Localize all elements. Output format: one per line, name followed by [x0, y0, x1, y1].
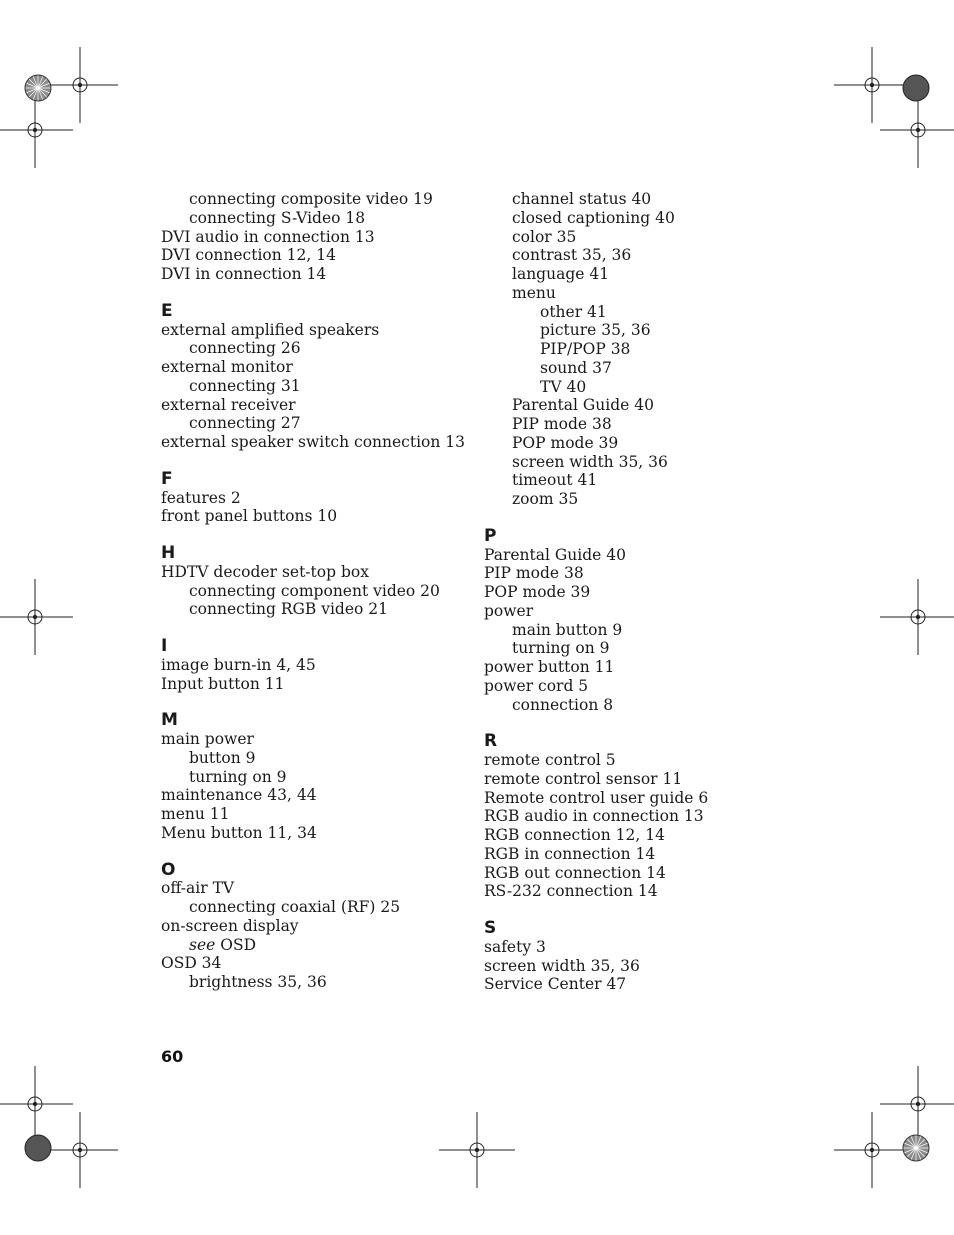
section-letter: R — [484, 731, 498, 752]
index-subentry: menu — [512, 283, 556, 302]
index-section-m — [161, 711, 461, 842]
index-entry: remote control 5 — [484, 751, 616, 769]
crosshair-circle-icon — [0, 579, 73, 655]
index-entry: Service Center 47 — [484, 975, 627, 994]
page-number: 60 — [161, 1047, 184, 1066]
index-entry: DVI connection 12, 14 — [161, 246, 336, 265]
index-subentry: language 41 — [512, 265, 610, 283]
index-entry: external speaker switch connection 13 — [161, 433, 466, 451]
index-section-e — [161, 300, 466, 452]
index-subentry: zoom 35 — [512, 490, 579, 508]
index-subentry: contrast 35, 36 — [512, 246, 632, 265]
index-section-p — [484, 527, 784, 715]
index-section-s — [484, 919, 784, 994]
crosshair-circle-icon — [880, 579, 954, 655]
index-subentry: see OSD — [189, 935, 256, 954]
index-subentry: turning on 9 — [189, 767, 287, 786]
index-entry: power button 11 — [484, 658, 615, 676]
index-entry: off-air TV — [161, 879, 235, 898]
section-letter: I — [161, 636, 168, 656]
index-subentry: connection 8 — [512, 695, 614, 714]
index-entry: RGB in connection 14 — [484, 844, 656, 863]
section-letter: E — [161, 300, 173, 321]
index-subentry: color 35 — [512, 227, 577, 246]
index-subentry: picture 35, 36 — [540, 321, 651, 340]
index-subentry: Parental Guide 40 — [512, 396, 654, 415]
index-entry: on-screen display — [161, 916, 299, 935]
index-subentry: connecting 27 — [189, 414, 301, 433]
section-letter: S — [484, 918, 497, 938]
index-section-r — [484, 732, 784, 901]
index-entry: DVI in connection 14 — [161, 265, 327, 283]
crosshair-circle-icon — [834, 47, 910, 123]
radial-target-icon — [903, 1135, 929, 1161]
index-entry: Menu button 11, 34 — [161, 823, 317, 842]
index-entry: features 2 — [161, 488, 241, 507]
index-entry: power — [484, 601, 534, 620]
index-entry: Parental Guide 40 — [484, 545, 626, 564]
gray-disc-icon — [903, 75, 929, 101]
index-subentry: connecting S-Video 18 — [189, 208, 366, 227]
index-subentry: PIP/POP 38 — [540, 340, 631, 358]
index-entry: RGB connection 12, 14 — [484, 826, 665, 844]
crosshair-circle-icon — [42, 1112, 118, 1188]
index-subentry: connecting 26 — [189, 339, 301, 358]
index-entry: front panel buttons 10 — [161, 507, 338, 526]
index-subentry: TV 40 — [540, 377, 587, 396]
index-entry: OSD 34 — [161, 954, 222, 973]
index-entry: menu 11 — [161, 805, 230, 823]
index-subentry: main button 9 — [512, 620, 623, 639]
index-subentry: screen width 35, 36 — [512, 452, 668, 471]
index-section-i — [161, 637, 461, 693]
section-letter: M — [161, 710, 178, 731]
section-letter: P — [484, 525, 497, 546]
index-subentry: turning on 9 — [512, 639, 610, 658]
index-subentry: PIP mode 38 — [512, 415, 612, 433]
index-subentry: connecting component video 20 — [189, 581, 440, 600]
index-column-left — [161, 190, 466, 992]
section-letter: O — [161, 859, 176, 880]
index-entry: DVI audio in connection 13 — [161, 227, 375, 246]
index-subentry: channel status 40 — [512, 190, 652, 208]
index-entry: main power — [161, 730, 254, 748]
section-letter: H — [161, 543, 176, 563]
index-entry: PIP mode 38 — [484, 564, 584, 583]
index-entry: POP mode 39 — [484, 583, 591, 601]
index-entry: screen width 35, 36 — [484, 956, 640, 975]
index-section-h — [161, 544, 461, 619]
crosshair-circle-icon — [834, 1112, 910, 1188]
index-entry: RGB out connection 14 — [484, 863, 666, 882]
index-entry: Input button 11 — [161, 674, 285, 693]
index-section-continued — [161, 190, 461, 284]
radial-target-icon — [25, 75, 51, 101]
crosshair-circle-icon — [42, 47, 118, 123]
index-column-right — [484, 190, 784, 994]
index-entry: remote control sensor 11 — [484, 769, 683, 788]
index-entry: maintenance 43, 44 — [161, 786, 317, 805]
index-section-o — [161, 861, 461, 992]
index-entry: external receiver — [161, 395, 296, 414]
index-subentry: connecting RGB video 21 — [189, 600, 389, 619]
index-entry: RGB audio in connection 13 — [484, 807, 704, 826]
index-section-f — [161, 470, 461, 526]
index-entry: image burn-in 4, 45 — [161, 655, 316, 674]
index-subentry: button 9 — [189, 748, 256, 767]
index-section-continued — [484, 190, 784, 509]
index-subentry: other 41 — [540, 302, 607, 321]
crosshair-circle-icon — [880, 92, 954, 168]
index-subentry: POP mode 39 — [512, 433, 619, 452]
index-entry: RS-232 connection 14 — [484, 882, 658, 901]
index-subentry: sound 37 — [540, 358, 612, 377]
index-subentry: brightness 35, 36 — [189, 973, 327, 991]
index-entry: safety 3 — [484, 937, 546, 956]
crosshair-circle-icon — [0, 1066, 73, 1142]
index-subentry: connecting coaxial (RF) 25 — [189, 898, 401, 916]
index-entry: Remote control user guide 6 — [484, 788, 709, 807]
gray-disc-icon — [25, 1135, 51, 1161]
index-subentry: connecting 31 — [189, 376, 301, 395]
crosshair-circle-icon — [439, 1112, 515, 1188]
index-entry: HDTV decoder set-top box — [161, 562, 369, 581]
index-subentry: connecting composite video 19 — [189, 190, 433, 208]
crosshair-circle-icon — [0, 92, 73, 168]
index-entry: power cord 5 — [484, 676, 589, 695]
section-letter: F — [161, 468, 173, 489]
crosshair-circle-icon — [880, 1066, 954, 1142]
index-subentry: timeout 41 — [512, 471, 598, 490]
index-entry: external amplified speakers — [161, 320, 380, 339]
index-subentry: closed captioning 40 — [512, 208, 675, 227]
index-entry: external monitor — [161, 358, 293, 376]
